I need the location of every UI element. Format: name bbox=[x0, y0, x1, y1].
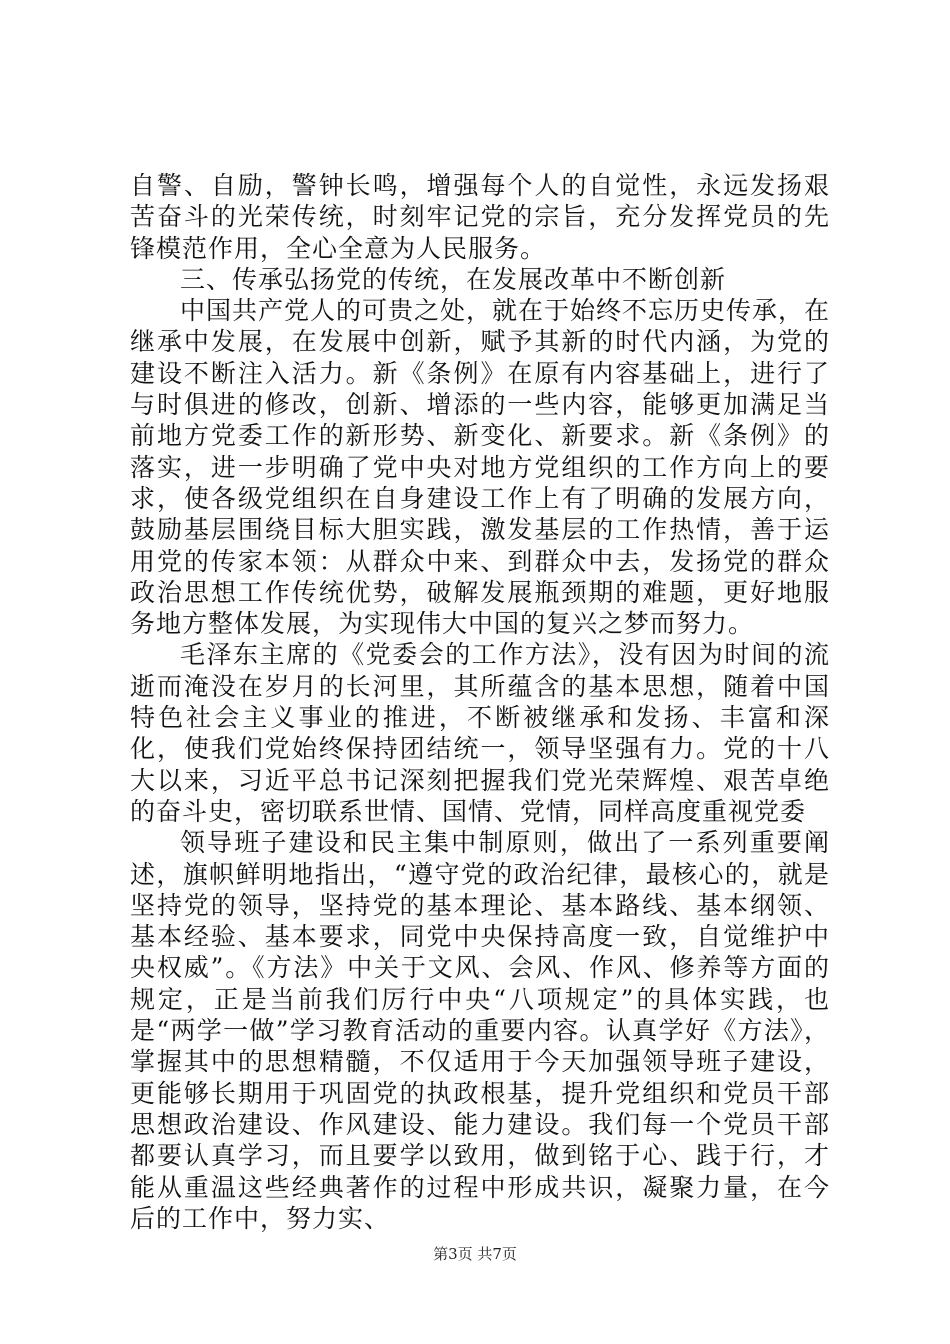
page-footer: 第3页 共7页 bbox=[433, 1245, 517, 1263]
paragraph-2: 中国共产党人的可贵之处，就在于始终不忘历史传承，在继承中发展，在发展中创新，赋予其新的时代内涵，为党的建设不断注入活力。新《条例》在原有内容基础上，进行了与时俱进的修改，创新、增添的一些内容，能够更加满足当前地方党委工作的新形势、新变化、新要求。新《条例》的落实，进一步明确了党中央对地方党组织的工作方向上的要求，使各级党组织在自身建设工作上有了明确的发展方向，鼓励基层围绕目标大胆实践，激发基层的工作热情，善于运用党的传家本领：从群众中来、到群众中去，发扬党的群众政治思想工作传统优势，破解发展瓶颈期的难题，更好地服务地方整体发展，为实现伟大中国的复兴之梦而努力。 bbox=[130, 296, 831, 639]
paragraph-3: 毛泽东主席的《党委会的工作方法》，没有因为时间的流逝而淹没在岁月的长河里，其所蕴含的基本思想，随着中国特色社会主义事业的推进，不断被继承和发扬、丰富和深化，使我们党始终保持团结统一，领导坚强有力。党的十八大以来，习近平总书记深刻把握我们党光荣辉煌、艰苦卓绝的奋斗史，密切联系世情、国情、党情，同样高度重视党委 bbox=[130, 640, 830, 826]
paragraph-4: 领导班子建设和民主集中制原则，做出了一系列重要阐述，旗帜鲜明地指出，“遵守党的政治纪律，最核心的，就是坚持党的领导，坚持党的基本理论、基本路线、基本纲领、基本经验、基本要求，同党中央保持高度一致，自觉维护中央权威”。《方法》中关于文风、会风、作风、修养等方面的规定，正是当前我们厉行中央“八项规定”的具体实践，也是“两学一做”学习教育活动的重要内容。认真学好《方法》，掌握其中的思想精髓，不仅适用于今天加强领导班子建设，更能够长期用于巩固党的执政根基，提升党组织和党员干部思想政治建设、作风建设、能力建设。我们每一个党员干部都要认真学习，而且要学以致用，做到铭于心、践于行，才能从重温这些经典著作的过程中形成共识，凝聚力量，在今后的工作中，努力实、 bbox=[130, 828, 830, 1233]
paragraph-1: 自警、自励，警钟长鸣，增强每个人的自觉性，永远发扬艰苦奋斗的光荣传统，时刻牢记党的宗旨，充分发挥党员的先锋模范作用，全心全意为人民服务。 bbox=[130, 171, 830, 263]
body-text bbox=[130, 170, 830, 1234]
section-heading-3: 三、传承弘扬党的传统，在发展改革中不断创新 bbox=[180, 264, 727, 294]
